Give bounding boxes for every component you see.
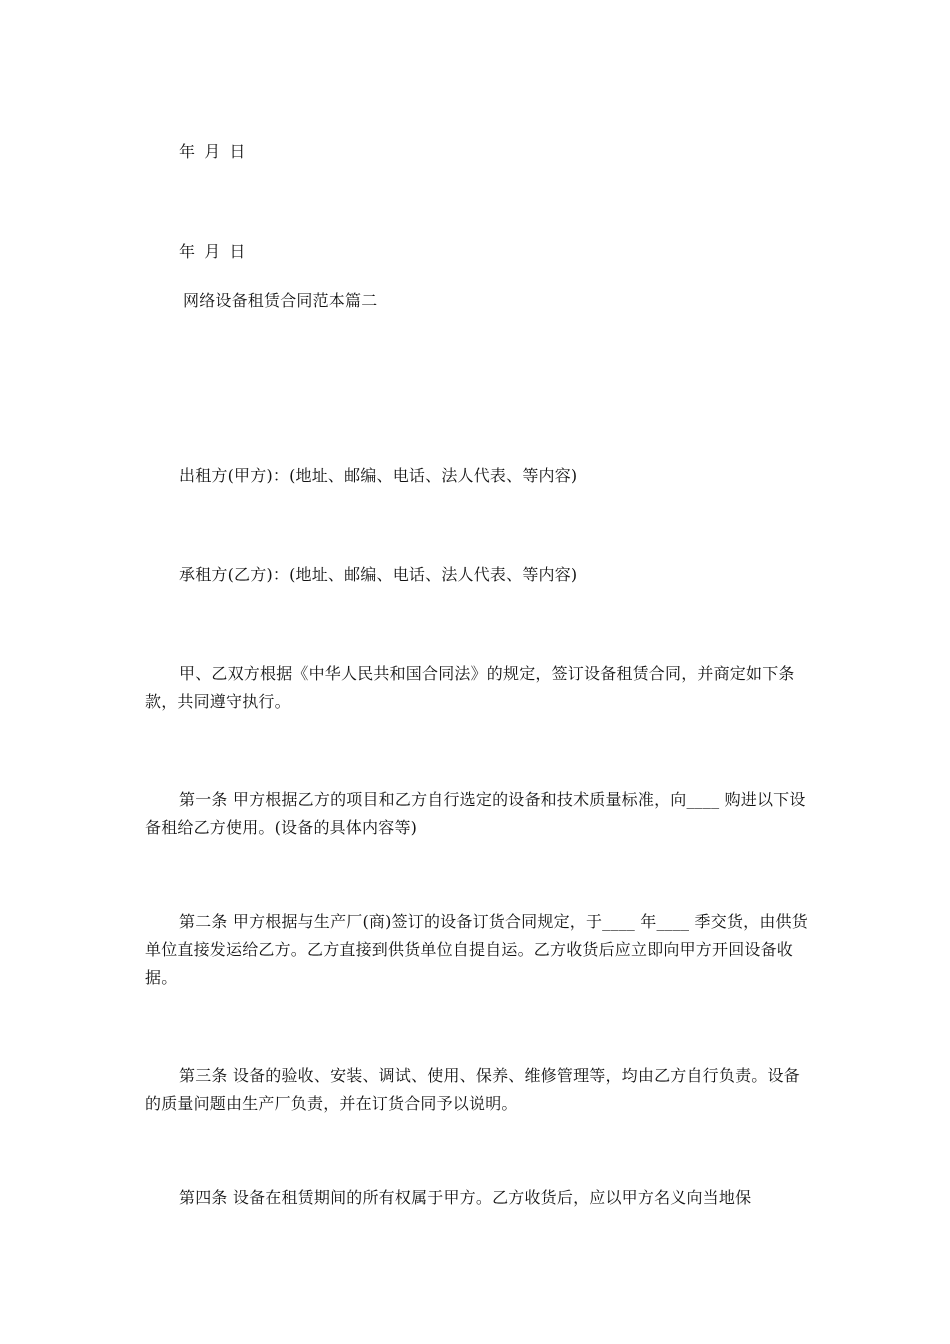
lessee-line: 承租方(乙方)：(地址、邮编、电话、法人代表、等内容) — [179, 565, 578, 584]
article-1-paragraph: 第一条 甲方根据乙方的项目和乙方自行选定的设备和技术质量标准，向____ 购进以下设备租给乙方使用。(设备的具体内容等) — [145, 790, 806, 837]
date-year: 年 — [179, 242, 196, 261]
article-3-paragraph: 第三条 设备的验收、安装、调试、使用、保养、维修管理等，均由乙方自行负责。设备的质量问题由生产厂负责，并在订货合同予以说明。 — [145, 1066, 800, 1113]
article-2-paragraph: 第二条 甲方根据与生产厂(商)签订的设备订货合同规定，于____ 年____ 季交货，由供货单位直接发运给乙方。乙方直接到供货单位自提自运。乙方收货后应立即向甲方开回设备收据。 — [145, 912, 808, 987]
lessor-line: 出租方(甲方)：(地址、邮编、电话、法人代表、等内容) — [179, 466, 578, 485]
document-heading: 网络设备租赁合同范本篇二 — [183, 291, 378, 310]
date-day: 日 — [229, 242, 246, 261]
date-line-1 — [179, 138, 255, 166]
date-day: 日 — [229, 142, 246, 161]
intro-paragraph: 甲、乙双方根据《中华人民共和国合同法》的规定，签订设备租赁合同，并商定如下条款，共同遵守执行。 — [145, 664, 795, 711]
date-month: 月 — [204, 242, 221, 261]
date-year: 年 — [179, 142, 196, 161]
date-line-2 — [179, 238, 255, 266]
date-month: 月 — [204, 142, 221, 161]
article-4-paragraph: 第四条 设备在租赁期间的所有权属于甲方。乙方收货后，应以甲方名义向当地保 — [179, 1188, 752, 1207]
